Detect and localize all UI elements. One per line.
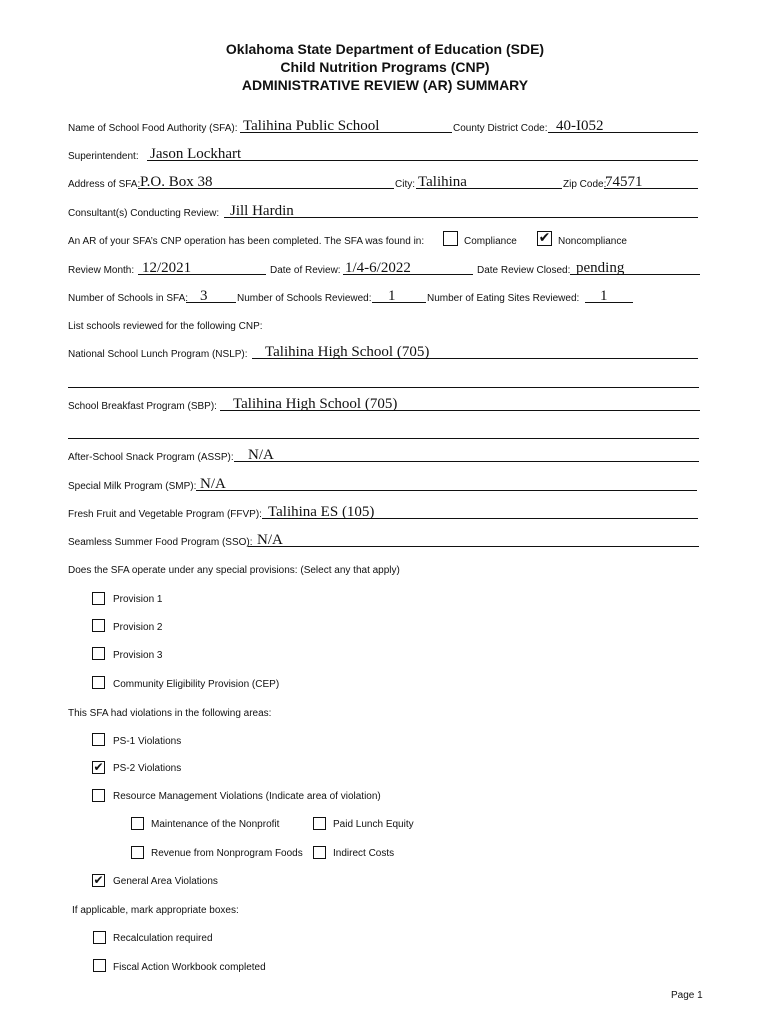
superintendent-field[interactable]: Jason Lockhart: [150, 146, 242, 162]
sbp-extra-line: [68, 438, 699, 439]
smp-line: [196, 490, 697, 491]
county-code-label: County District Code:: [453, 123, 548, 134]
recalculation-label: Recalculation required: [113, 933, 213, 944]
cep-label: Community Eligibility Provision (CEP): [113, 679, 280, 690]
assp-line: [234, 461, 699, 462]
revenue-nonprogram-checkbox[interactable]: [131, 846, 144, 859]
num-reviewed-field[interactable]: 1: [388, 288, 396, 304]
compliance-label: Compliance: [464, 236, 517, 247]
indirect-costs-checkbox[interactable]: [313, 846, 326, 859]
nslp-label: National School Lunch Program (NSLP):: [68, 349, 248, 360]
consultant-line: [224, 217, 698, 218]
violations-intro: This SFA had violations in the following areas:: [68, 708, 272, 719]
num-schools-label: Number of Schools in SFA:: [68, 293, 189, 304]
ps2-checkbox[interactable]: ✔: [93, 760, 104, 774]
assp-label: After-School Snack Program (ASSP):: [68, 452, 234, 463]
zip-field[interactable]: 74571: [605, 174, 643, 190]
num-reviewed-label: Number of Schools Reviewed:: [237, 293, 372, 304]
sfa-name-label: Name of School Food Authority (SFA):: [68, 123, 238, 134]
maintenance-nonprofit-checkbox[interactable]: [131, 817, 144, 830]
provision-3-checkbox[interactable]: [92, 647, 105, 660]
sbp-field[interactable]: Talihina High School (705): [233, 396, 398, 412]
ps1-checkbox[interactable]: [92, 733, 105, 746]
indirect-costs-label: Indirect Costs: [333, 848, 395, 859]
assp-field[interactable]: N/A: [248, 447, 274, 463]
page-number: Page 1: [671, 990, 703, 1001]
paid-lunch-equity-label: Paid Lunch Equity: [333, 819, 414, 830]
revenue-nonprogram-label: Revenue from Nonprogram Foods: [151, 848, 303, 859]
review-date-label: Date of Review:: [270, 265, 341, 276]
provision-1-label: Provision 1: [113, 594, 163, 605]
smp-field[interactable]: N/A: [200, 476, 226, 492]
programs-intro: List schools reviewed for the following CNP:: [68, 321, 263, 332]
provision-2-label: Provision 2: [113, 622, 163, 633]
general-area-checkbox[interactable]: ✔: [93, 873, 104, 887]
num-schools-line: [186, 302, 236, 303]
zip-label: Zip Code:: [563, 179, 607, 190]
paid-lunch-equity-checkbox[interactable]: [313, 817, 326, 830]
sso-field[interactable]: N/A: [257, 532, 283, 548]
nslp-field[interactable]: Talihina High School (705): [265, 344, 430, 360]
review-month-label: Review Month:: [68, 265, 135, 276]
noncompliance-label: Noncompliance: [558, 236, 627, 247]
cep-checkbox[interactable]: [92, 676, 105, 689]
num-sites-label: Number of Eating Sites Reviewed:: [427, 293, 580, 304]
city-label: City:: [395, 179, 415, 190]
title-line-3: ADMINISTRATIVE REVIEW (AR) SUMMARY: [241, 77, 529, 93]
title-line-2: Child Nutrition Programs (CNP): [280, 59, 490, 75]
sso-label: Seamless Summer Food Program (SSO):: [68, 537, 253, 548]
recalculation-checkbox[interactable]: [93, 931, 106, 944]
provisions-question: Does the SFA operate under any special provisions: (Select any that apply): [68, 565, 400, 576]
date-closed-field[interactable]: pending: [576, 260, 625, 276]
sbp-label: School Breakfast Program (SBP):: [68, 401, 217, 412]
review-month-field[interactable]: 12/2021: [142, 260, 192, 276]
maintenance-nonprofit-label: Maintenance of the Nonprofit: [151, 819, 280, 830]
ffvp-label: Fresh Fruit and Vegetable Program (FFVP):: [68, 509, 262, 520]
nslp-extra-line: [68, 387, 699, 388]
ps1-label: PS-1 Violations: [113, 736, 182, 747]
address-label: Address of SFA:: [68, 179, 141, 190]
noncompliance-checkbox[interactable]: ✔: [538, 230, 551, 246]
review-date-field[interactable]: 1/4-6/2022: [345, 260, 411, 276]
superintendent-label: Superintendent:: [68, 151, 139, 162]
city-field[interactable]: Talihina: [418, 174, 467, 190]
ps2-label: PS-2 Violations: [113, 763, 182, 774]
address-field[interactable]: P.O. Box 38: [140, 174, 213, 190]
consultant-field[interactable]: Jill Hardin: [230, 203, 294, 219]
applicable-intro: If applicable, mark appropriate boxes:: [72, 905, 239, 916]
fiscal-action-checkbox[interactable]: [93, 959, 106, 972]
fiscal-action-label: Fiscal Action Workbook completed: [113, 962, 266, 973]
num-sites-line: [585, 302, 633, 303]
provision-2-checkbox[interactable]: [92, 619, 105, 632]
consultant-label: Consultant(s) Conducting Review:: [68, 208, 220, 219]
finding-label: An AR of your SFA’s CNP operation has been completed. The SFA was found in:: [68, 236, 425, 247]
num-schools-field[interactable]: 3: [200, 288, 208, 304]
sso-line: [248, 546, 699, 547]
date-closed-label: Date Review Closed:: [477, 265, 571, 276]
num-sites-field[interactable]: 1: [600, 288, 608, 304]
num-reviewed-line: [372, 302, 426, 303]
county-code-field[interactable]: 40-I052: [556, 118, 604, 134]
smp-label: Special Milk Program (SMP):: [68, 481, 197, 492]
general-area-label: General Area Violations: [113, 876, 218, 887]
ffvp-field[interactable]: Talihina ES (105): [268, 504, 375, 520]
title-line-1: Oklahoma State Department of Education (SDE): [225, 41, 545, 57]
provision-1-checkbox[interactable]: [92, 592, 105, 605]
resource-mgmt-checkbox[interactable]: [92, 789, 105, 802]
sfa-name-field[interactable]: Talihina Public School: [243, 118, 380, 134]
compliance-checkbox[interactable]: [443, 231, 458, 246]
provision-3-label: Provision 3: [113, 650, 163, 661]
resource-mgmt-label: Resource Management Violations (Indicate area of violation): [113, 791, 381, 802]
